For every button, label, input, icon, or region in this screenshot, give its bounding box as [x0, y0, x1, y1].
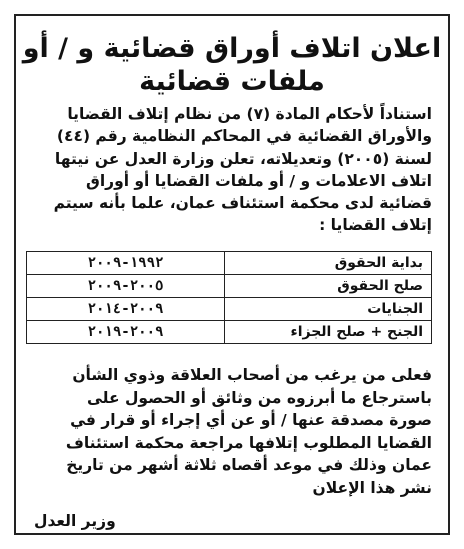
- year-range: ١٩٩٢-٢٠٠٩: [27, 252, 225, 275]
- year-range: ٢٠٠٩-٢٠١٤: [27, 298, 225, 321]
- case-category: بداية الحقوق: [225, 252, 432, 275]
- intro-line: قضائية لدى محكمة استئناف عمان، علما بأنه سيتم: [53, 194, 432, 213]
- table-row: [27, 252, 432, 275]
- case-category: الجنايات: [225, 298, 432, 321]
- notice-title: [16, 32, 448, 98]
- case-category: الجنح + صلح الجزاء: [225, 321, 432, 344]
- body-line: القضايا المطلوب إتلافها مراجعة محكمة استئناف: [65, 433, 432, 452]
- intro-line: استناداً لأحكام المادة (٧) من نظام إتلاف القضايا: [67, 105, 432, 123]
- table-row: [27, 298, 432, 321]
- notice-frame: [14, 14, 450, 535]
- intro-line: والأوراق القضائية في المحاكم النظامية رقم (٤٤): [56, 127, 432, 146]
- year-range: ٢٠٠٥-٢٠٠٩: [27, 275, 225, 298]
- table-row: [27, 275, 432, 298]
- body-line: عمان وذلك في موعد أقصاه ثلاثة أشهر من تاريخ: [66, 456, 432, 475]
- intro-line: اتلاف الاعلامات و / أو ملفات القضايا أو أوراق: [85, 171, 432, 190]
- body-line: صورة مصدقة عنها / أو عن أي إجراء أو قرار في: [70, 411, 432, 430]
- intro-line: لسنة (٢٠٠٥) وتعديلاته، تعلن وزارة العدل عن نيتها: [54, 149, 432, 168]
- title-line-1: اعلان اتلاف أوراق قضائية و / أو: [22, 33, 442, 64]
- intro-paragraph: [32, 103, 432, 237]
- periods-table: [26, 251, 432, 344]
- signature: وزير العدل: [34, 512, 116, 530]
- title-line-2: ملفات قضائية: [139, 66, 325, 97]
- body-line: باسترجاع ما أبرزوه من وثائق أو الحصول على: [86, 388, 432, 407]
- table-row: [27, 321, 432, 344]
- case-category: صلح الحقوق: [225, 275, 432, 298]
- body-line: فعلى من يرغب من أصحاب العلاقة وذوي الشأن: [72, 366, 432, 384]
- year-range: ٢٠٠٩-٢٠١٩: [27, 321, 225, 344]
- intro-line: إتلاف القضايا :: [319, 216, 432, 235]
- body-line: نشر هذا الإعلان: [312, 478, 432, 497]
- body-paragraph: [32, 364, 432, 500]
